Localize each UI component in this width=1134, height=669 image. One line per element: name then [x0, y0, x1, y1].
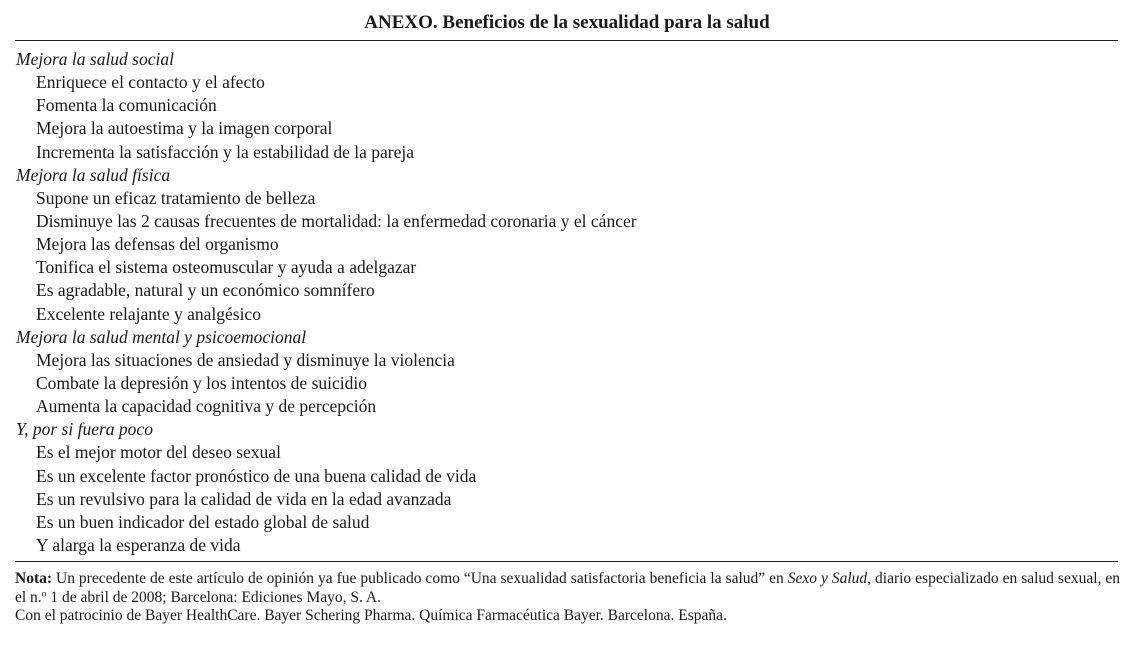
note-text-before: Un precedente de este artículo de opinión ya fue publicado como “Una sexualidad satisfactoria beneficia la salud” en	[52, 570, 788, 587]
list-item: Mejora las defensas del organismo	[36, 234, 279, 255]
list-item: Aumenta la capacidad cognitiva y de percepción	[36, 396, 377, 417]
footnote	[15, 570, 1120, 626]
note-label: Nota:	[15, 570, 53, 587]
list-item: Mejora la autoestima y la imagen corporal	[36, 118, 333, 139]
list-item: Y alarga la esperanza de vida	[36, 534, 241, 555]
top-rule	[15, 40, 1118, 41]
list-item: Fomenta la comunicación	[36, 95, 217, 116]
list-item: Mejora las situaciones de ansiedad y disminuye la violencia	[36, 349, 455, 370]
list-item: Es el mejor motor del deseo sexual	[36, 442, 281, 463]
section-heading: Mejora la salud mental y psicoemocional	[16, 326, 307, 347]
bottom-rule	[15, 561, 1118, 562]
note-publication: Sexo y Salud	[787, 570, 868, 587]
benefits-list	[0, 48, 1134, 557]
list-item: Supone un eficaz tratamiento de belleza	[36, 187, 316, 208]
note-text-after: , diario especializado en salud sexual, en el n.º 1 de abril de 2008; Barcelona: Ediciones Mayo, S. A.	[15, 570, 1120, 606]
list-item: Excelente relajante y analgésico	[36, 303, 261, 324]
note-sponsor: Con el patrocinio de Bayer HealthCare. Bayer Schering Pharma. Química Farmacéutica Bayer. Barcelona. España.	[15, 607, 727, 624]
list-item: Es un revulsivo para la calidad de vida en la edad avanzada	[36, 488, 452, 509]
section-heading: Y, por si fuera poco	[16, 419, 153, 440]
list-item: Disminuye las 2 causas frecuentes de mortalidad: la enfermedad coronaria y el cáncer	[36, 210, 637, 231]
list-item: Es un buen indicador del estado global de salud	[36, 511, 370, 532]
section-heading: Mejora la salud social	[16, 49, 174, 69]
note-paragraph	[15, 570, 1120, 607]
list-item: Enriquece el contacto y el afecto	[36, 72, 265, 93]
section-heading: Mejora la salud física	[16, 164, 171, 185]
table-title: ANEXO. Beneficios de la sexualidad para la salud	[364, 12, 770, 33]
list-item: Es un excelente factor pronóstico de una buena calidad de vida	[36, 465, 477, 486]
list-item: Tonifica el sistema osteomuscular y ayuda a adelgazar	[36, 257, 417, 278]
list-item: Combate la depresión y los intentos de suicidio	[36, 372, 367, 393]
list-item: Incrementa la satisfacción y la estabilidad de la pareja	[36, 141, 415, 162]
list-item: Es agradable, natural y un económico somnífero	[36, 280, 375, 301]
